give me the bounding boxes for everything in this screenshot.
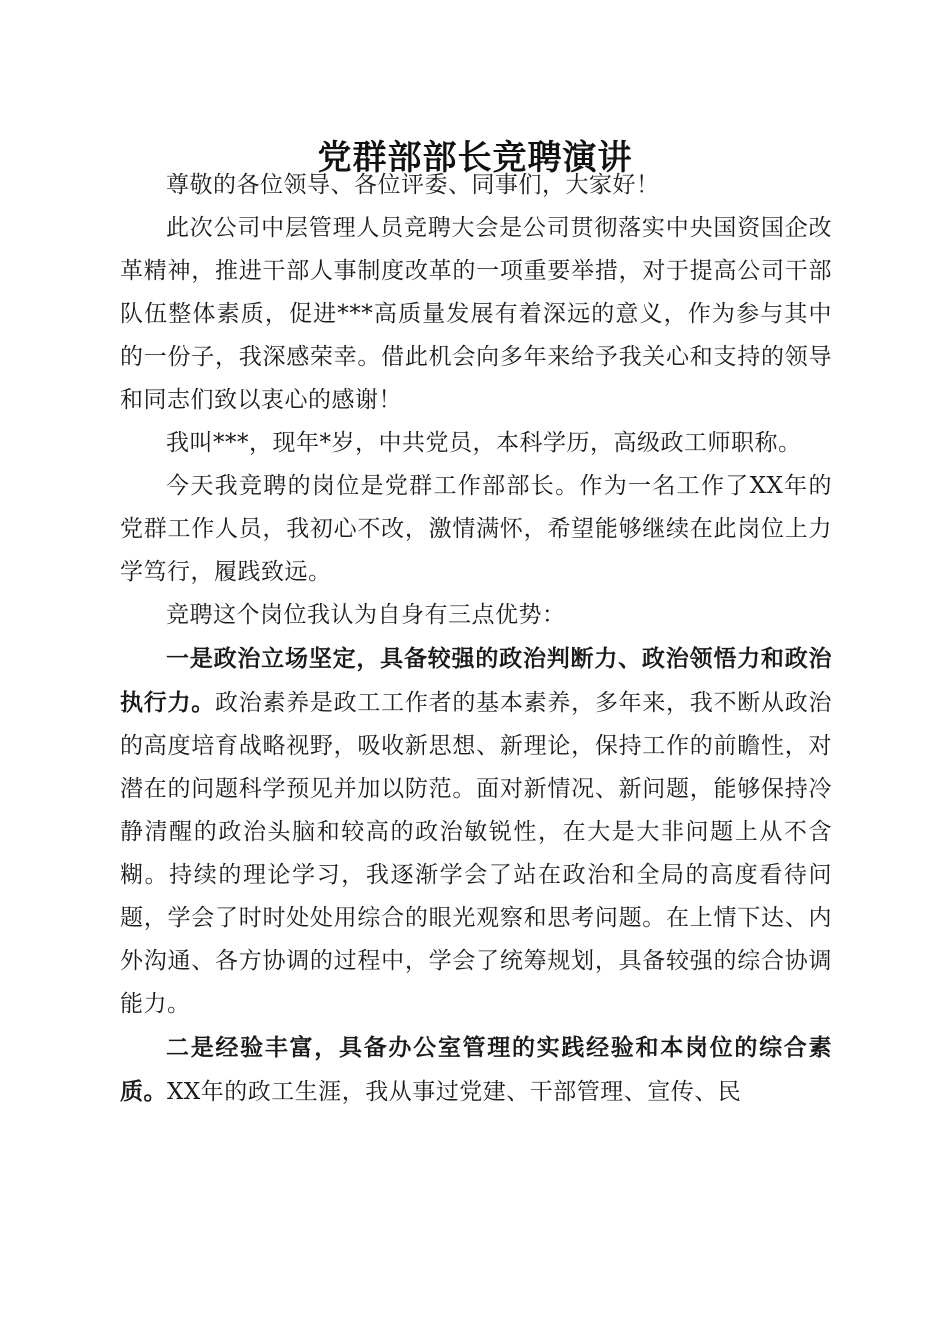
greeting-paragraph: 尊敬的各位领导、各位评委、同事们，大家好！ (166, 172, 660, 198)
paragraph-intro: 此次公司中层管理人员竞聘大会是公司贯彻落实中央国资国企改革精神，推进干部人事制度改革的一项重要举措，对于提高公司干部队伍整体素质，促进***高质量发展有着深远的意义，作为参与其中的一份子，我深感荣幸。借此机会向多年来给予我关心和支持的领导和同志们致以衷心的感谢！ (120, 215, 832, 413)
advantage-two-heading: 二是经验丰富，具备办公室管理的实践经验和本岗位的综合素质。 (120, 1034, 832, 1105)
document-body (120, 164, 832, 1114)
paragraph-self-introduction: 我叫***，现年*岁，中共党员，本科学历，高级政工师职称。 (166, 430, 802, 456)
paragraph-advantage-one (120, 637, 832, 1026)
paragraph-advantages-intro: 竞聘这个岗位我认为自身有三点优势： (166, 602, 566, 628)
advantage-one-body: 政治素养是政工工作者的基本素养，多年来，我不断从政治的高度培育战略视野，吸收新思想、新理论，保持工作的前瞻性，对潜在的问题科学预见并加以防范。面对新情况、新问题，能够保持冷静清醒的政治头脑和较高的政治敏锐性，在大是大非问题上从不含糊。持续的理论学习，我逐渐学会了站在政治和全局的高度看待问题，学会了时时处处用综合的眼光观察和思考问题。在上情下达、内外沟通、各方协调的过程中，学会了统筹规划，具备较强的综合协调能力。 (120, 690, 833, 1017)
paragraph-position: 今天我竞聘的岗位是党群工作部部长。作为一名工作了XX年的党群工作人员，我初心不改，激情满怀，希望能够继续在此岗位上力学笃行，履践致远。 (120, 473, 832, 585)
advantage-two-body: XX年的政工生涯，我从事过党建、干部管理、宣传、民 (167, 1079, 742, 1105)
paragraph-advantage-two (120, 1026, 832, 1114)
advantage-one-heading: 一是政治立场坚定，具备较强的政治判断力、政治领悟力和政治执行力。 (120, 645, 832, 716)
document-title: 党群部部长竞聘演讲 (317, 138, 633, 178)
